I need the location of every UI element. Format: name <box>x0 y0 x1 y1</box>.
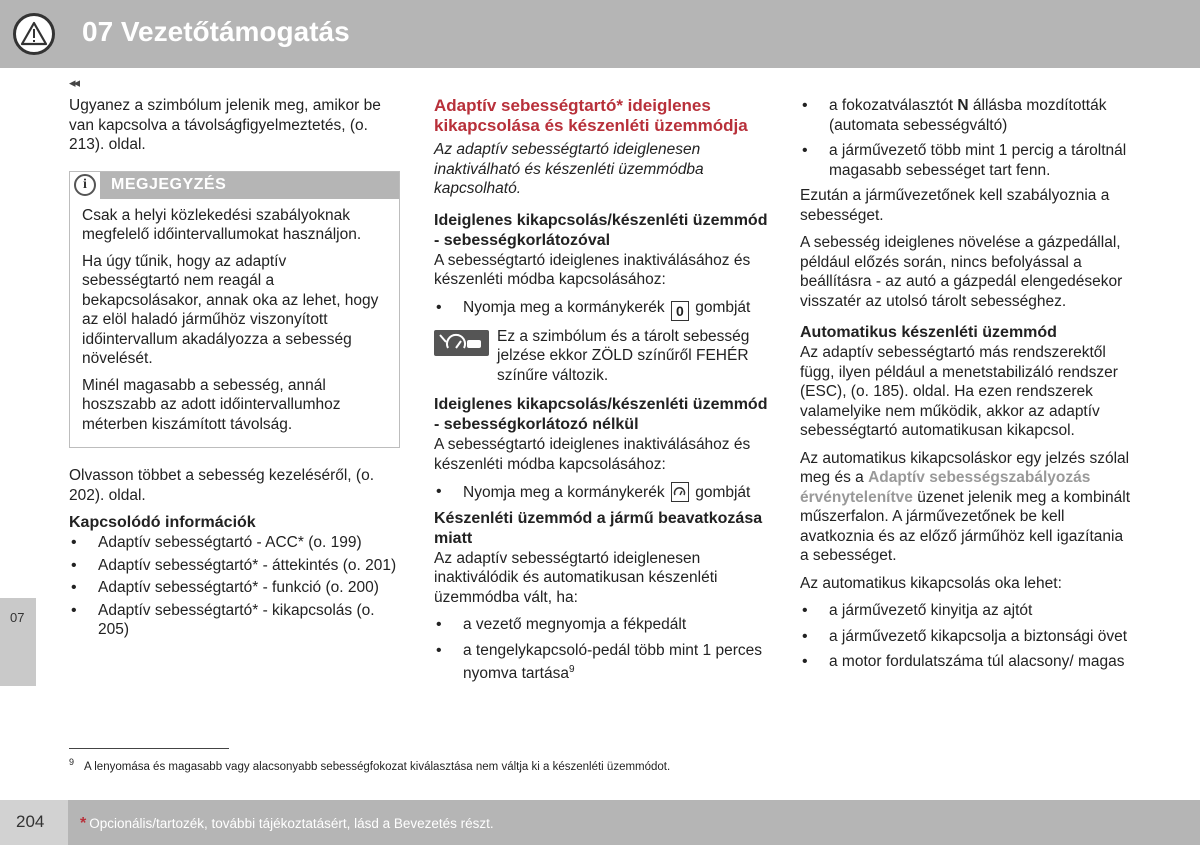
note-paragraph: Minél magasabb a sebesség, annál hoszszabb az adott időintervallumhoz méterben kiszámított távolság. <box>82 376 341 433</box>
s3-list <box>434 615 774 684</box>
related-link[interactable]: • Adaptív sebességtartó* - kikapcsolás (o. 205) <box>69 601 404 640</box>
back-arrows-icon[interactable]: ◂◂ <box>69 75 79 90</box>
list-item: • a vezető megnyomja a fékpedált <box>434 615 774 635</box>
page-number-box <box>0 800 68 845</box>
column-1 <box>69 96 404 646</box>
display-message: Adaptív sebességszabályozás érvénytelenítve <box>800 469 1091 506</box>
footnote: $^9$ A lenyomása és magasabb vagy alacsonyabb sebességfokozat kiválasztása nem váltja ki a készenléti üzemmódot. <box>69 757 671 773</box>
page-title: 07 Vezetőtámogatás <box>82 16 350 47</box>
reason-list <box>800 601 1135 672</box>
s1-list <box>434 298 774 321</box>
page-footer <box>0 800 1200 845</box>
header-icon-box <box>0 0 68 68</box>
section-heading: Adaptív sebességtartó* ideiglenes kikapcsolása és készenléti üzemmódja <box>434 96 748 135</box>
note-box <box>69 171 400 449</box>
intro-text: Ugyanez a szimbólum jelenik meg, amikor be van kapcsolva a távolságfigyelmeztetés, (o. 213). oldal. <box>69 97 381 153</box>
list-item: • a tengelykapcsoló-pedál több mint 1 perces nyomva tartása$^9$ <box>434 641 774 684</box>
subsection-title: Készenléti üzemmód a jármű beavatkozása miatt <box>434 509 763 547</box>
related-link[interactable]: • Adaptív sebességtartó - ACC* (o. 199) <box>69 533 404 553</box>
page-number: 204 <box>16 812 45 831</box>
list-item: • Nyomja meg a kormánykerék gombját <box>434 482 774 503</box>
subsection-text: A sebességtartó ideiglenes inaktiválásához és készenléti módba kapcsolásához: <box>434 251 751 288</box>
cruise-control-symbol-icon <box>434 330 489 356</box>
more-info-text: Olvasson többet a sebesség kezeléséről, (o. 202). oldal. <box>69 467 375 504</box>
related-list <box>69 533 404 640</box>
warning-triangle-icon <box>13 13 55 55</box>
list-item: • a járművezető kikapcsolja a biztonsági övet <box>800 627 1135 647</box>
column-3 <box>800 96 1135 678</box>
page-header <box>0 0 1200 68</box>
related-title: Kapcsolódó információk <box>69 514 256 531</box>
subsection-title: Ideiglenes kikapcsolás/készenléti üzemmód - sebességkorlátozó nélkül <box>434 396 768 433</box>
chapter-side-tab[interactable]: 07 <box>0 598 36 686</box>
list-item: • a motor fordulatszáma túl alacsony/ magas <box>800 652 1135 672</box>
paragraph: Az automatikus kikapcsoláskor egy jelzés szólal meg és a Adaptív sebességszabályozás érvénytelenítve üzenet jelenik meg a kombinált műszerfalon. A járművezetőnek be kell avatkoznia és az előző járműhöz kell igazítania a sebességet. <box>800 449 1131 564</box>
paragraph: Az automatikus kikapcsolás oka lehet: <box>800 574 1062 592</box>
footer-text: * Opcionális/tartozék, további tájékoztatásért, lásd a Bevezetés részt. <box>80 815 494 832</box>
cruise-standby-key-icon <box>671 482 689 502</box>
related-link[interactable]: • Adaptív sebességtartó* - áttekintés (o. 201) <box>69 556 404 576</box>
note-header <box>70 172 399 199</box>
list-item: • a járművezető több mint 1 percig a tároltnál magasabb sebességet tart fenn. <box>800 141 1135 180</box>
footnote-ref[interactable]: 9 <box>568 664 575 675</box>
note-label: MEGJEGYZÉS <box>111 175 227 193</box>
zero-key-icon: 0 <box>671 301 689 321</box>
s2-list <box>434 482 774 503</box>
related-link[interactable]: • Adaptív sebességtartó* - funkció (o. 200) <box>69 578 404 598</box>
subsection-title: Automatikus készenléti üzemmód <box>800 324 1057 341</box>
paragraph: Ezután a járművezetőnek kell szabályoznia a sebességet. <box>800 187 1110 224</box>
list-item: • a járművezető kinyitja az ajtót <box>800 601 1135 621</box>
note-paragraph: Csak a helyi közlekedési szabályoknak megfelelő időintervallumokat használjon. <box>82 206 362 243</box>
subsection-title: Ideiglenes kikapcsolás/készenléti üzemmód - sebességkorlátozóval <box>434 211 768 249</box>
paragraph: A sebesség ideiglenes növelése a gázpedállal, például előzés során, nincs befolyással a beállításra - az autó a gázpedál elengedésekor visszatér az utolsó tárolt sebességhez. <box>800 234 1123 310</box>
note-paragraph: Ha úgy tűnik, hogy az adaptív sebességtartó nem reagál a bekapcsolásakor, annak oka az lehet, hogy az elöl haladó járműhöz viszonyított időintervallum akadályozza a sebesség növelését. <box>82 252 379 367</box>
symbol-text: Ez a szimbólum és a tárolt sebesség jelzése ekkor ZÖLD színűről FEHÉR színűre változik. <box>497 327 750 384</box>
note-body <box>70 199 399 448</box>
column-2 <box>434 96 774 690</box>
list-item: • Nyomja meg a kormánykerék 0 gombját <box>434 298 774 321</box>
subsection-text: Az adaptív sebességtartó ideiglenesen inaktiválódik és automatikusan készenléti üzemmódba vált, ha: <box>434 549 718 606</box>
symbol-row <box>434 327 774 386</box>
paragraph: Az adaptív sebességtartó más rendszerektől függ, ilyen például a menetstabilizáló rendszer (ESC), (o. 185). oldal. Ha ezen rendszerek valamelyike nem működik, akkor az adaptív sebességtartó automatikusan kikapcsol. <box>800 344 1118 439</box>
lead-text: Az adaptív sebességtartó ideiglenesen inaktiválható és készenléti üzemmódba kapcsolható. <box>434 141 704 197</box>
list-item: • a fokozatválasztót N állásba mozdították (automata sebességváltó) <box>800 96 1135 135</box>
info-icon: i <box>74 174 96 196</box>
footnote-divider <box>69 748 229 749</box>
cond-list <box>800 96 1135 180</box>
subsection-text: A sebességtartó ideiglenes inaktiválásához és készenléti módba kapcsolásához: <box>434 436 751 473</box>
